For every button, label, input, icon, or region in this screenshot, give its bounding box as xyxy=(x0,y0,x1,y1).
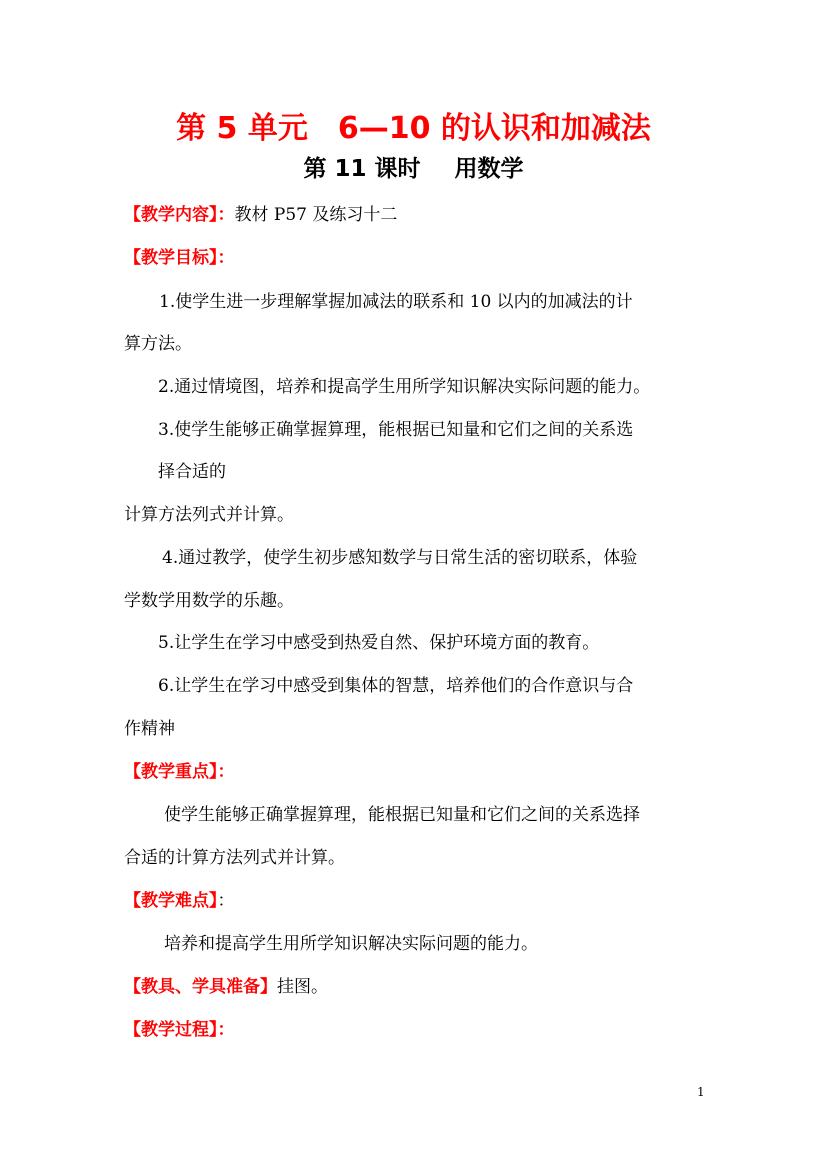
goal-line-5: 5.让学生在学习中感受到热爱自然、保护环境方面的教育。 xyxy=(158,633,600,653)
lesson-number: 第 11 课时 xyxy=(303,156,421,182)
lesson-title xyxy=(0,150,827,183)
content-heading: 【教学内容】： xyxy=(124,205,235,225)
key-point-line-1: 使学生能够正确掌握算理，能根据已知量和它们之间的关系选择 xyxy=(164,805,640,825)
page-number: 1 xyxy=(697,1085,705,1099)
goal-line-2: 2.通过情境图，培养和提高学生用所学知识解决实际问题的能力。 xyxy=(158,377,651,397)
document-title: 第 5 单元 6—10 的认识和加减法 xyxy=(176,111,651,146)
difficulty-heading: 【教学难点】 xyxy=(124,891,218,911)
difficulty-text: 培养和提高学生用所学知识解决实际问题的能力。 xyxy=(164,934,538,954)
goal-line-6: 6.让学生在学习中感受到集体的智慧，培养他们的合作意识与合 xyxy=(158,676,634,696)
tools-text: 挂图。 xyxy=(277,977,328,997)
goal-line-3-cont: 择合适的 xyxy=(158,462,226,482)
content-text: 教材 P57 及练习十二 xyxy=(234,205,398,225)
goal-line-4-cont: 学数学用数学的乐趣。 xyxy=(124,591,294,611)
goal-line-6-cont: 作精神 xyxy=(124,719,175,739)
goals-heading: 【教学目标】： xyxy=(124,248,235,268)
goal-line-3-cont2: 计算方法列式并计算。 xyxy=(124,505,294,525)
lesson-name: 用数学 xyxy=(454,156,524,182)
process-heading: 【教学过程】： xyxy=(124,1020,235,1040)
key-point-heading: 【教学重点】： xyxy=(124,762,235,782)
goal-line-3: 3.使学生能够正确掌握算理，能根据已知量和它们之间的关系选 xyxy=(158,420,634,440)
tools-heading: 【教具、学具准备】 xyxy=(124,977,277,997)
goal-line-1: 1.使学生进一步理解掌握加减法的联系和 10 以内的加减法的计 xyxy=(159,292,633,312)
goal-line-4: 4.通过教学，使学生初步感知数学与日常生活的密切联系，体验 xyxy=(162,548,638,568)
difficulty-colon: ： xyxy=(217,891,235,911)
key-point-line-2: 合适的计算方法列式并计算。 xyxy=(124,848,345,868)
difficulty-heading-row xyxy=(124,886,235,911)
content-row xyxy=(124,200,397,225)
tools-row xyxy=(124,972,328,997)
goal-line-1-cont: 算方法。 xyxy=(124,334,192,354)
